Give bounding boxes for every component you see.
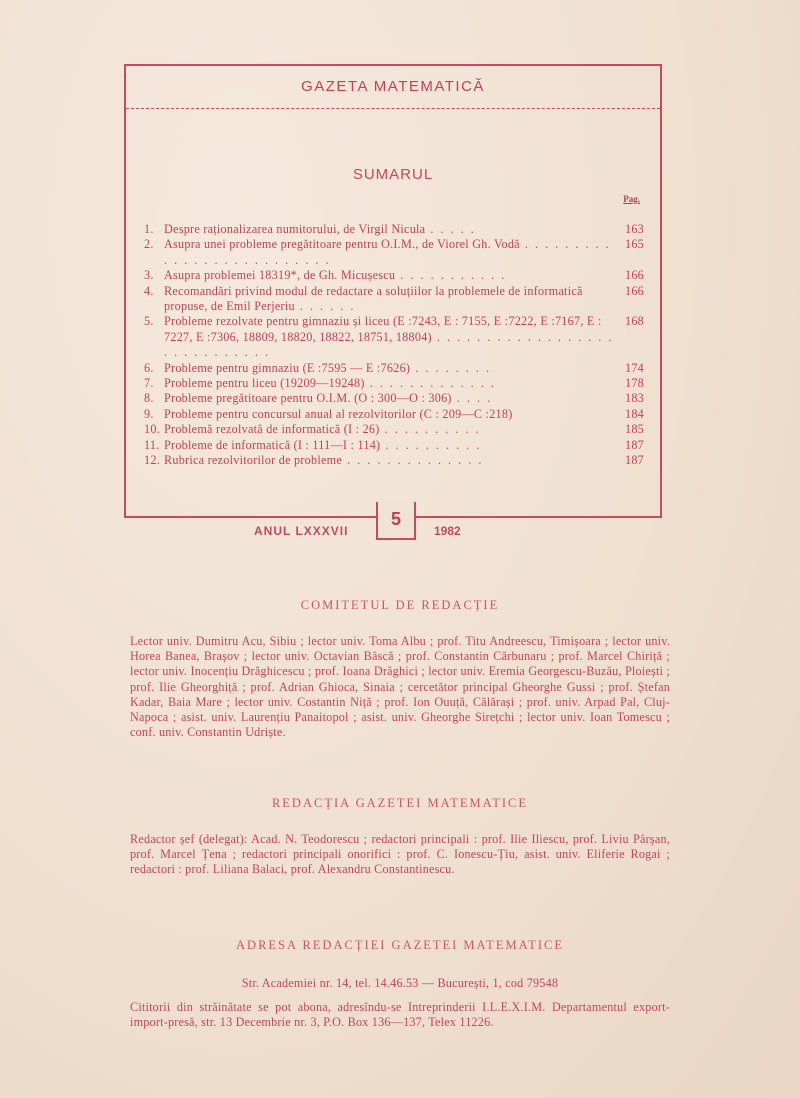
toc-entry-text: Probleme pentru concursul anual al rezolvitorilor (C : 209—C :218) (164, 406, 513, 421)
toc-leader-dots: . . . . . . (294, 299, 356, 314)
toc-entry-title (164, 268, 616, 283)
issue-number: 5 (376, 502, 416, 540)
toc-entry-number: 8. (144, 391, 154, 406)
toc-entry-page: 165 (624, 237, 644, 252)
toc-entry (144, 314, 644, 360)
toc-entry (144, 268, 644, 283)
issue-footer (124, 502, 662, 542)
toc-entry-text: Probleme pregătitoare pentru O.I.M. (O : 300—O : 306) (164, 391, 452, 406)
toc-entry-page: 184 (624, 406, 644, 421)
page-column-header: Pag. (623, 194, 640, 204)
toc-entry (144, 376, 644, 391)
table-of-contents (144, 222, 644, 469)
volume-label: ANUL LXXXVII (254, 524, 349, 538)
summary-frame (124, 64, 662, 518)
toc-entry-page: 166 (624, 268, 644, 283)
toc-entry (144, 391, 644, 406)
toc-entry-number: 9. (144, 406, 154, 421)
toc-leader-dots: . . . . . . . . . . . . . . (342, 453, 484, 468)
toc-entry-text: Probleme de informatică (I : 111—I : 114) (164, 437, 381, 452)
toc-entry-text: Probleme rezolvate pentru gimnaziu și liceu (E :7243, E : 7155, E :7222, E :7167, E : 7227, E :7306, 18809, 18820, 18822, 18751, 18804) (164, 314, 602, 344)
toc-entry-number: 7. (144, 376, 154, 391)
toc-leader-dots: . . . . . (425, 222, 476, 236)
toc-entry-page: 163 (624, 222, 644, 236)
toc-entry-title (164, 284, 616, 315)
toc-entry-text: Asupra problemei 18319*, de Gh. Micușescu (164, 268, 396, 283)
toc-entry-title (164, 438, 616, 453)
toc-entry-title (164, 407, 616, 422)
toc-entry-title (164, 422, 616, 437)
toc-leader-dots: . . . . . . . . . . . (395, 268, 507, 283)
toc-entry-page: 168 (624, 314, 644, 329)
toc-entry-text: Asupra unei probleme pregătitoare pentru O.I.M., de Viorel Gh. Vodă (164, 237, 520, 252)
committee-members: Lector univ. Dumitru Acu, Sibiu ; lector univ. Toma Albu ; prof. Titu Andreescu, Timișoara ; lector univ. Horea Banea, Brașov ; lector univ. Octavian Bâscă ; prof. Constantin Cărbunaru ; prof. Marcel Chiriță ; lector univ. Inocențiu Drăghicescu ; prof. Ioana Drăghici ; lector univ. Eremia Georgescu-Buzău, Ploiești ; prof. Ilie Gheorghiță ; prof. Adrian Ghioca, Sinaia ; cercetător principal Gheorghe Gussi ; prof. Ștefan Kadar, Baia Mare ; lector univ. Costantin Niță ; prof. Ion Ouuță, Călărași ; prof. univ. Arpad Pal, Cluj-Napoca ; asist. univ. Laurențiu Panaitopol ; asist. univ. Gheorghe Sirețchi ; lector univ. Ioan Tomescu ; conf. univ. Constantin Udriște. (130, 634, 670, 740)
committee-title: COMITETUL DE REDACȚIE (300, 598, 500, 612)
toc-entry-number: 4. (144, 283, 154, 298)
toc-entry-page: 185 (624, 422, 644, 437)
toc-entry-number: 2. (144, 237, 154, 252)
toc-entry (144, 453, 644, 468)
toc-entry-text: Probleme pentru liceu (19209—19248) (164, 376, 365, 391)
toc-leader-dots: . . . . . . . . . . (380, 437, 482, 452)
toc-entry-number: 12. (144, 453, 160, 468)
summary-title: SUMARUL (352, 166, 434, 183)
toc-leader-dots: . . . . . . . . . . . . . (364, 376, 496, 391)
address-title: ADRESA REDACȚIEI GAZETEI MATEMATICE (236, 938, 564, 952)
address-line: Str. Academiei nr. 14, tel. 14.46.53 — București, 1, cod 79548 (241, 976, 559, 990)
toc-entry-number: 11. (144, 437, 160, 452)
toc-leader-dots: . . . . . . . . . . . . . . . . . . . . . . . . . . (164, 237, 611, 267)
toc-leader-dots: . . . . (451, 391, 493, 406)
toc-entry-title (164, 391, 616, 406)
toc-entry-title (164, 222, 616, 237)
foreign-subscription: Cititorii din străinătate se pot abona, adresîndu-se Intreprinderii I.L.E.X.I.M. Departamentul export-import-presă, str. 13 Decembrie nr. 3, P.O. Box 136—137, Telex 11226. (130, 1000, 670, 1030)
toc-entry (144, 237, 644, 268)
issue-year: 1982 (434, 524, 461, 538)
toc-entry-number: 10. (144, 422, 160, 437)
toc-leader-dots: . . . . . . . . (410, 360, 491, 375)
toc-entry-number: 1. (144, 222, 154, 236)
toc-leader-dots: . . . . . . . . . . (379, 422, 481, 437)
toc-entry (144, 407, 644, 422)
toc-entry-page: 178 (624, 376, 644, 391)
toc-entry-page: 187 (624, 437, 644, 452)
toc-entry-text: Problemă rezolvată de informatică (I : 26) (164, 422, 380, 437)
toc-entry-number: 3. (144, 268, 154, 283)
toc-entry-title (164, 453, 616, 468)
toc-entry (144, 284, 644, 315)
toc-entry-number: 5. (144, 314, 154, 329)
toc-leader-dots: . . . . . . . . . . . . . . . . . . . . . . . . . . . . . (164, 329, 614, 360)
toc-entry-text: Rubrica rezolvitorilor de probleme (164, 453, 343, 468)
toc-entry-title (164, 237, 616, 268)
toc-entry (144, 361, 644, 376)
toc-entry-title (164, 314, 616, 360)
toc-entry (144, 422, 644, 437)
editorial-members: Redactor șef (delegat): Acad. N. Teodorescu ; redactori principali : prof. Ilie Iliescu, prof. Liviu Pârșan, prof. Marcel Țena ; redactori principali onorifici : prof. C. Ionescu-Țiu, asist. univ. Eliferie Rogai ; redactori : prof. Liliana Balaci, prof. Alexandru Constantinescu. (130, 832, 670, 877)
toc-entry-number: 6. (144, 360, 154, 375)
toc-entry-page: 187 (624, 453, 644, 468)
title-divider (126, 108, 660, 109)
editorial-title: REDACȚIA GAZETEI MATEMATICE (271, 796, 529, 810)
toc-entry-title (164, 361, 616, 376)
toc-entry-text: Recomandări privind modul de redactare a soluțiilor la problemele de informatică propuse, de Emil Perjeriu (164, 283, 583, 314)
toc-entry-text: Despre raționalizarea numitorului, de Virgil Nicula (164, 222, 426, 236)
toc-entry-title (164, 376, 616, 391)
toc-entry (144, 222, 644, 237)
toc-entry (144, 438, 644, 453)
toc-entry-page: 174 (624, 360, 644, 375)
toc-entry-text: Probleme pentru gimnaziu (E :7595 — E :7626) (164, 360, 411, 375)
toc-entry-page: 166 (624, 283, 644, 298)
toc-entry-page: 183 (624, 391, 644, 406)
journal-title: GAZETA MATEMATICĂ (301, 78, 485, 95)
